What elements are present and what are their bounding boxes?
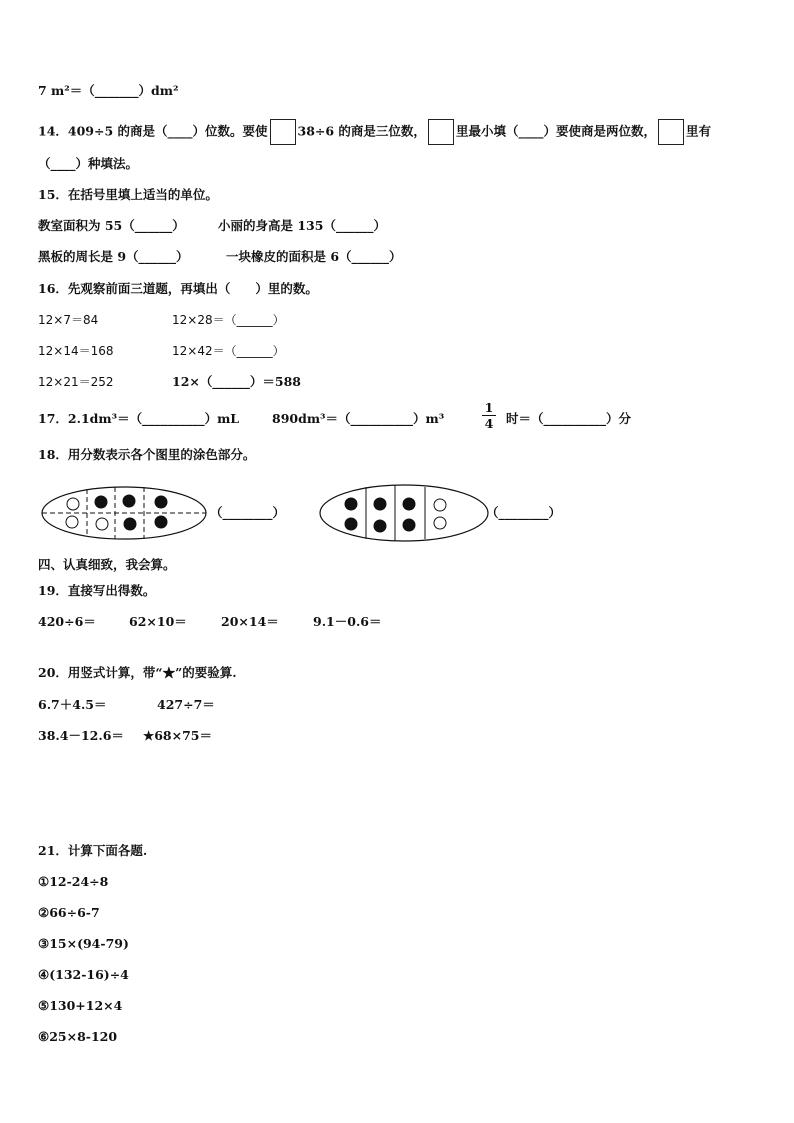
q21-title: 21．计算下面各题. [38, 843, 148, 858]
q16-title: 16．先观察前面三道题，再填出（ ）里的数。 [38, 281, 318, 296]
q15-a: 教室面积为 55（______） [38, 218, 185, 233]
fraction-denominator: 4 [482, 415, 496, 431]
q19-item-3: 20×14＝ [221, 614, 279, 629]
q14-part2: 38÷6 的商是三位数， [297, 123, 426, 139]
q21-item-3: ③15×(94-79) [38, 936, 129, 951]
oval-figure-2 [320, 485, 488, 541]
q21-item-2: ②66÷6-7 [38, 905, 100, 920]
q19-item-2: 62×10＝ [129, 614, 187, 629]
q13-tail: 7 m²＝（_______）dm² [38, 83, 179, 98]
q15-d: 一块橡皮的面积是 6（______） [226, 249, 402, 264]
q18-blank-1: （________） [210, 505, 286, 520]
answer-box[interactable] [658, 119, 684, 145]
q14-part3: 里最小填（____）要使商是两位数， [455, 123, 656, 139]
answer-box[interactable] [270, 119, 296, 145]
q17-a: 17．2.1dm³＝（__________）mL [38, 411, 240, 426]
q20-item-4: ★68×75＝ [143, 728, 212, 743]
q14-line2: （____）种填法。 [38, 156, 139, 171]
answer-box[interactable] [428, 119, 454, 145]
q21-item-1: ①12-24÷8 [38, 874, 109, 889]
q20-item-1: 6.7＋4.5＝ [38, 697, 107, 712]
q16-left-3: 12×21＝252 [38, 375, 114, 389]
q17-b: 890dm³＝（__________）m³ [272, 411, 445, 426]
q17-c: 时＝（__________）分 [506, 411, 632, 426]
q16-right-3: 12×（______）＝588 [172, 374, 301, 389]
q19-item-1: 420÷6＝ [38, 614, 96, 629]
q16-left-2: 12×14＝168 [38, 344, 114, 358]
q18-title: 18．用分数表示各个图里的涂色部分。 [38, 447, 256, 462]
q14-part1: 14．409÷5 的商是（____）位数。要使 [38, 123, 268, 139]
oval-figure-1 [42, 487, 206, 539]
q18-blank-2: （________） [486, 505, 562, 520]
q19-title: 19．直接写出得数。 [38, 583, 156, 598]
q21-item-5: ⑤130+12×4 [38, 998, 123, 1013]
q15-c: 黑板的周长是 9（______） [38, 249, 189, 264]
q20-item-2: 427÷7＝ [157, 697, 215, 712]
q14-part4: 里有 [685, 123, 711, 139]
q15-b: 小丽的身高是 135（______） [218, 218, 386, 233]
q21-item-6: ⑥25×8-120 [38, 1029, 118, 1044]
q21-item-4: ④(132-16)÷4 [38, 967, 129, 982]
q17-fraction [482, 400, 496, 431]
q16-right-1: 12×28＝（______） [172, 313, 285, 327]
q18-figures [40, 484, 560, 546]
q20-item-3: 38.4－12.6＝ [38, 728, 124, 743]
fraction-numerator: 1 [484, 400, 494, 415]
section-4-heading: 四、认真细致，我会算。 [38, 557, 176, 572]
q16-left-1: 12×7＝84 [38, 313, 99, 327]
q16-right-2: 12×42＝（______） [172, 344, 285, 358]
q20-title: 20．用竖式计算，带“★”的要验算. [38, 665, 237, 680]
question-14 [38, 119, 711, 145]
q19-item-4: 9.1－0.6＝ [313, 614, 382, 629]
q15-title: 15．在括号里填上适当的单位。 [38, 187, 218, 202]
